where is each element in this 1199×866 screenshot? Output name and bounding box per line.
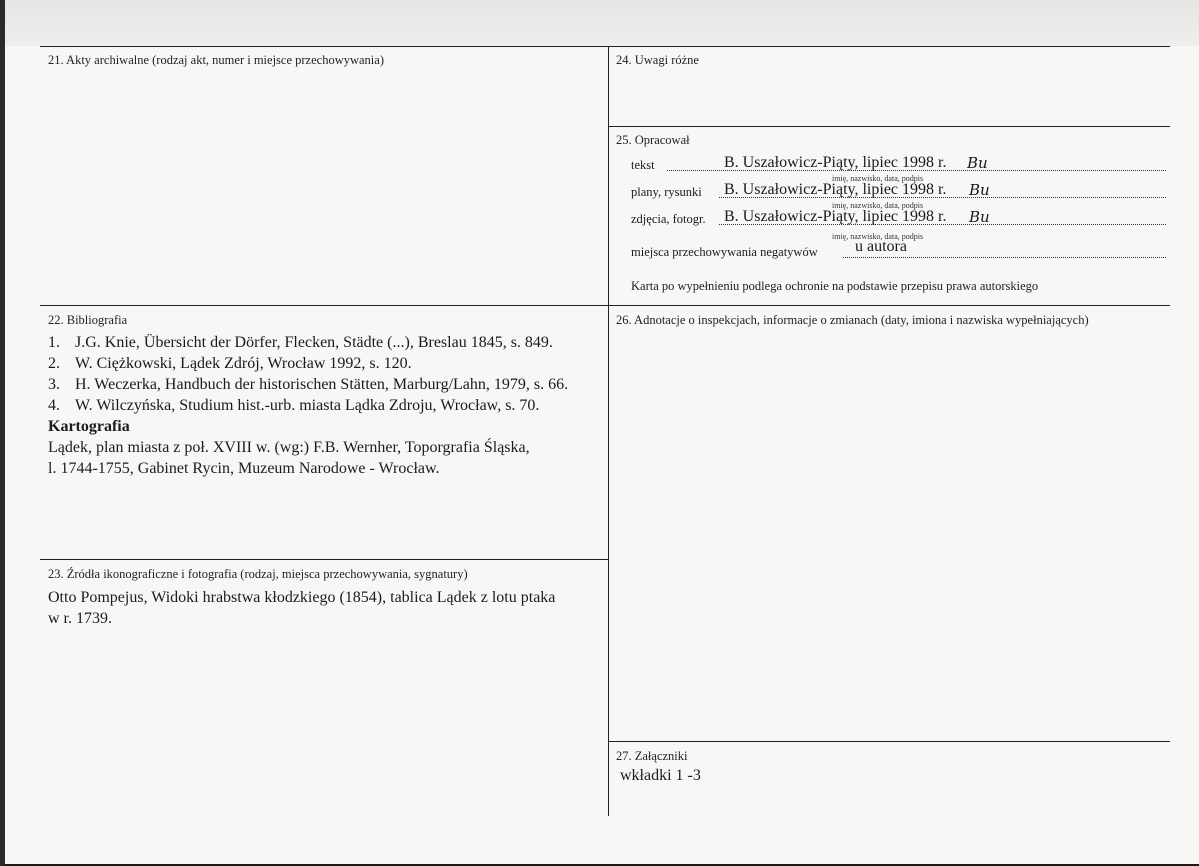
field-label: zdjęcia, fotogr. xyxy=(631,212,706,226)
signature: Bu xyxy=(967,154,988,172)
field-tekst[interactable] xyxy=(631,153,1166,175)
top-rule xyxy=(40,46,1170,47)
field-zdjecia[interactable] xyxy=(631,207,1166,229)
top-margin xyxy=(5,0,1199,46)
attachments-value: wkładki 1 -3 xyxy=(620,767,701,784)
signature: Bu xyxy=(969,181,990,199)
section-26-label: 26. Adnotacje o inspekcjach, informacje o zmianach (daty, imiona i nazwiska wypełniających) xyxy=(616,313,1089,327)
field-label: tekst xyxy=(631,158,655,172)
field-label: miejsca przechowywania negatywów xyxy=(631,245,818,259)
field-sublabel: imię, nazwisko, data, podpis xyxy=(832,232,924,241)
rule-22-23 xyxy=(40,559,609,560)
dotted-line xyxy=(843,257,1166,258)
kartografia-heading: Kartografia xyxy=(48,418,130,435)
rule-24-25 xyxy=(609,126,1170,127)
section-23-label: 23. Źródła ikonograficzne i fotografia (rodzaj, miejsca przechowywania, sygnatury) xyxy=(48,567,468,581)
kartografia-line: Lądek, plan miasta z poł. XVIII w. (wg:) F.B. Wernher, Toporgrafia Śląska, xyxy=(48,439,530,456)
section-22-label: 22. Bibliografia xyxy=(48,313,128,327)
field-sublabel: imię, nazwisko, data, podpis xyxy=(832,174,924,183)
iconography-line: Otto Pompejus, Widoki hrabstwa kłodzkiego (1854), tablica Lądek z lotu ptaka xyxy=(48,589,556,606)
field-value: B. Uszałowicz-Piąty, lipiec 1998 r. xyxy=(724,208,947,225)
section-21-label: 21. Akty archiwalne (rodzaj akt, numer i miejsce przechowywania) xyxy=(48,53,384,67)
list-item: 2. W. Ciężkowski, Lądek Zdrój, Wrocław 1992, s. 120. xyxy=(48,355,412,372)
form-card xyxy=(5,0,1199,864)
field-plany[interactable] xyxy=(631,180,1166,202)
field-negatywy[interactable] xyxy=(631,240,1166,262)
field-value: u autora xyxy=(855,238,907,255)
list-item: 1. J.G. Knie, Übersicht der Dörfer, Flecken, Städte (...), Breslau 1845, s. 849. xyxy=(48,334,553,351)
section-25-label: 25. Opracował xyxy=(616,133,690,147)
kartografia-line: l. 1744-1755, Gabinet Rycin, Muzeum Narodowe - Wrocław. xyxy=(48,460,440,477)
list-item: 3. H. Weczerka, Handbuch der historischen Stätten, Marburg/Lahn, 1979, s. 66. xyxy=(48,376,569,393)
field-value: B. Uszałowicz-Piąty, lipiec 1998 r. xyxy=(724,181,947,198)
signature: Bu xyxy=(969,208,990,226)
iconography-line: w r. 1739. xyxy=(48,610,112,627)
rule-middle xyxy=(40,305,1170,306)
list-item: 4. W. Wilczyńska, Studium hist.-urb. miasta Lądka Zdroju, Wrocław, s. 70. xyxy=(48,397,540,414)
field-value: B. Uszałowicz-Piąty, lipiec 1998 r. xyxy=(724,154,947,171)
copyright-note: Karta po wypełnieniu podlega ochronie na podstawie przepisu prawa autorskiego xyxy=(631,279,1039,293)
center-divider xyxy=(608,46,609,816)
section-27-label: 27. Załączniki xyxy=(616,749,688,763)
section-24-label: 24. Uwagi różne xyxy=(616,53,699,67)
rule-26-27 xyxy=(609,741,1170,742)
field-sublabel: imię, nazwisko, data, podpis xyxy=(832,201,924,210)
field-label: plany, rysunki xyxy=(631,185,702,199)
